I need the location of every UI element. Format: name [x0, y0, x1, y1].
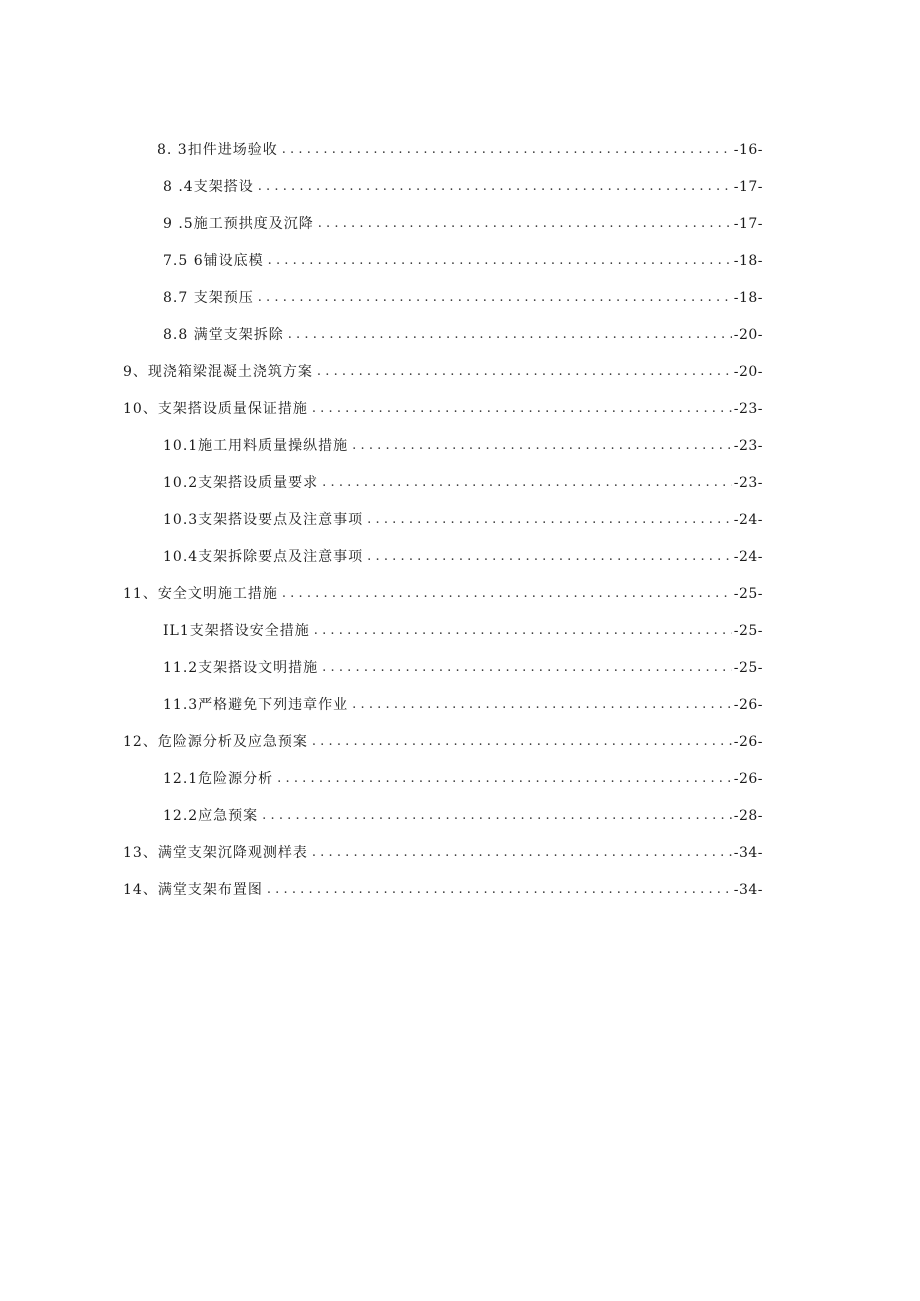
toc-dot-leader: [258, 287, 732, 309]
toc-entry-label: 11.2支架搭设文明措施: [163, 660, 319, 676]
toc-entry-label: 13、满堂支架沉降观测样表: [123, 845, 308, 861]
toc-dot-leader: [277, 768, 732, 790]
toc-dot-leader: [312, 398, 732, 420]
toc-entry-label: 11、安全文明施工措施: [123, 586, 278, 602]
toc-dot-leader: [267, 879, 732, 901]
toc-entry-label: 12、危险源分析及应急预案: [123, 734, 308, 750]
toc-entry-label: 10.4支架拆除要点及注意事项: [163, 549, 364, 565]
toc-entry-11-2[interactable]: [163, 657, 763, 679]
toc-entry-page: -34-: [733, 882, 763, 898]
toc-dot-leader: [288, 324, 732, 346]
toc-entry-label: 7.5 6铺设底模: [163, 253, 264, 269]
toc-entry-label: 10.3支架搭设要点及注意事项: [163, 512, 364, 528]
toc-entry-12-2[interactable]: [163, 805, 763, 827]
toc-entry-label: 8.8 满堂支架拆除: [163, 327, 284, 343]
toc-entry-8-7[interactable]: [163, 287, 763, 309]
toc-dot-leader: [312, 731, 732, 753]
toc-entry-13[interactable]: [123, 842, 763, 864]
toc-dot-leader: [352, 694, 732, 716]
toc-entry-page: -24-: [733, 512, 763, 528]
toc-dot-leader: [282, 139, 732, 161]
toc-entry-label: 11.3严格避免下列违章作业: [163, 697, 349, 713]
toc-dot-leader: [312, 842, 732, 864]
toc-dot-leader: [367, 509, 732, 531]
toc-entry-10[interactable]: [123, 398, 763, 420]
toc-dot-leader: [282, 583, 732, 605]
toc-entry-page: -18-: [733, 290, 763, 306]
toc-entry-page: -26-: [733, 697, 763, 713]
toc-entry-page: -20-: [733, 327, 763, 343]
toc-entry-page: -26-: [733, 734, 763, 750]
toc-entry-label: 8. 3扣件进场验收: [157, 142, 278, 158]
toc-dot-leader: [268, 250, 732, 272]
toc-entry-page: -25-: [733, 660, 763, 676]
toc-dot-leader: [314, 620, 732, 642]
toc-entry-11[interactable]: [123, 583, 763, 605]
toc-entry-page: -17-: [733, 179, 763, 195]
toc-dot-leader: [258, 176, 732, 198]
toc-entry-12-1[interactable]: [163, 768, 763, 790]
toc-entry-10-4[interactable]: [163, 546, 763, 568]
toc-entry-10-2[interactable]: [163, 472, 763, 494]
toc-entry-11-3[interactable]: [163, 694, 763, 716]
toc-entry-label: 8.7 支架预压: [163, 290, 254, 306]
toc-entry-page: -23-: [733, 475, 763, 491]
toc-entry-label: 12.2应急预案: [163, 808, 259, 824]
toc-entry-11-1[interactable]: [163, 620, 763, 642]
toc-entry-page: -26-: [733, 771, 763, 787]
toc-entry-label: 8 .4支架搭设: [163, 179, 254, 195]
toc-entry-page: -24-: [733, 549, 763, 565]
toc-entry-12[interactable]: [123, 731, 763, 753]
toc-dot-leader: [352, 435, 732, 457]
toc-entry-10-3[interactable]: [163, 509, 763, 531]
toc-entry-page: -25-: [733, 586, 763, 602]
toc-entry-label: 14、满堂支架布置图: [123, 882, 263, 898]
toc-entry-10-1[interactable]: [163, 435, 763, 457]
toc-dot-leader: [322, 472, 732, 494]
toc-entry-7-5-6[interactable]: [163, 250, 763, 272]
toc-entry-label: 12.1危险源分析: [163, 771, 274, 787]
toc-dot-leader: [367, 546, 732, 568]
toc-entry-label: 9、现浇箱梁混凝土浇筑方案: [123, 364, 313, 380]
toc-entry-label: 10.1施工用料质量操纵措施: [163, 438, 349, 454]
toc-dot-leader: [317, 361, 732, 383]
toc-entry-8-3[interactable]: [157, 139, 763, 161]
toc-entry-label: 10.2支架搭设质量要求: [163, 475, 319, 491]
toc-entry-page: -23-: [733, 401, 763, 417]
toc-entry-page: -16-: [733, 142, 763, 158]
toc-entry-page: -23-: [733, 438, 763, 454]
toc-entry-label: 10、支架搭设质量保证措施: [123, 401, 308, 417]
toc-entry-page: -17-: [733, 216, 763, 232]
toc-entry-page: -25-: [733, 623, 763, 639]
toc-entry-page: -20-: [733, 364, 763, 380]
toc-entry-label: 9 .5施工预拱度及沉降: [163, 216, 314, 232]
toc-dot-leader: [262, 805, 732, 827]
toc-entry-page: -34-: [733, 845, 763, 861]
toc-dot-leader: [318, 213, 732, 235]
toc-dot-leader: [322, 657, 732, 679]
toc-entry-14[interactable]: [123, 879, 763, 901]
toc-entry-label: IL1支架搭设安全措施: [163, 623, 310, 639]
toc-entry-9[interactable]: [123, 361, 763, 383]
toc-entry-8-8[interactable]: [163, 324, 763, 346]
toc-entry-page: -28-: [733, 808, 763, 824]
toc-entry-8-4[interactable]: [163, 176, 763, 198]
toc-entry-9-5[interactable]: [163, 213, 763, 235]
toc-entry-page: -18-: [733, 253, 763, 269]
